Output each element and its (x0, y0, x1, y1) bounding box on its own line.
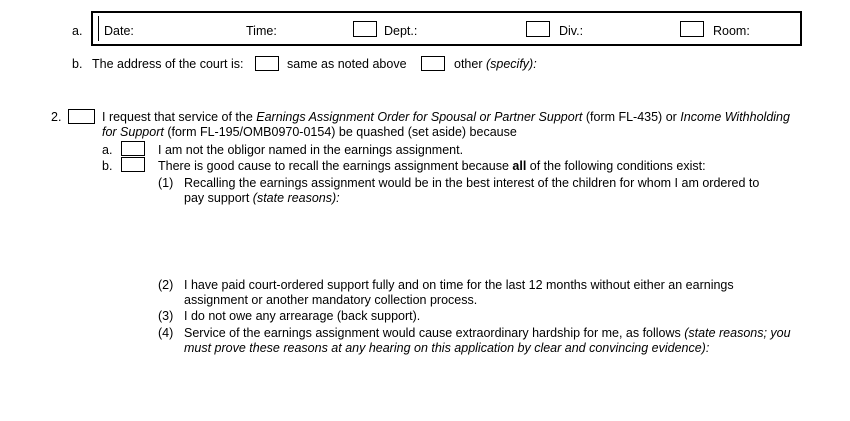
condition-2-line1: I have paid court-ordered support fully and on time for the last 12 months without either an earnings (184, 278, 734, 292)
item-2b-checkbox[interactable] (121, 157, 145, 172)
condition-2-line2: assignment or another mandatory collection process. (184, 293, 478, 307)
condition-1-number: (1) (158, 176, 174, 190)
hearing-box-divider (98, 16, 99, 41)
item-2a-letter: a. (102, 143, 113, 157)
item-2-request-line1: I request that service of the Earnings Assignment Order for Spousal or Partner Support (form FL-435) or Income Withholding (102, 110, 790, 124)
other-address-label: other (specify): (454, 57, 537, 71)
div-label: Div.: (559, 24, 584, 38)
item-b-letter: b. (72, 57, 83, 71)
item-2-number: 2. (51, 110, 62, 124)
court-address-label: The address of the court is: (92, 57, 244, 71)
dept-checkbox[interactable] (353, 21, 377, 37)
room-checkbox[interactable] (680, 21, 704, 37)
time-label: Time: (246, 24, 277, 38)
condition-4-line1: Service of the earnings assignment would cause extraordinary hardship for me, as follows (state reasons; you (184, 326, 791, 340)
condition-3-number: (3) (158, 309, 174, 323)
same-as-above-label: same as noted above (287, 57, 407, 71)
item-a-letter: a. (72, 24, 83, 38)
item-2b-letter: b. (102, 159, 113, 173)
date-label: Date: (104, 24, 134, 38)
item-2a-checkbox[interactable] (121, 141, 145, 156)
condition-4-number: (4) (158, 326, 174, 340)
same-as-above-checkbox[interactable] (255, 56, 279, 71)
other-address-checkbox[interactable] (421, 56, 445, 71)
item-2b-text: There is good cause to recall the earnings assignment because all of the following conditions exist: (158, 159, 706, 173)
condition-3-text: I do not owe any arrearage (back support). (184, 309, 421, 323)
condition-1-line1: Recalling the earnings assignment would be in the best interest of the children for whom I am ordered to (184, 176, 760, 190)
item-2-checkbox[interactable] (68, 109, 95, 124)
item-2-request-line2: for Support (form FL-195/OMB0970-0154) be quashed (set aside) because (102, 125, 517, 139)
div-checkbox[interactable] (526, 21, 550, 37)
condition-2-number: (2) (158, 278, 174, 292)
dept-label: Dept.: (384, 24, 418, 38)
room-label: Room: (713, 24, 750, 38)
condition-1-line2: pay support (state reasons): (184, 191, 340, 205)
condition-4-line2: must prove these reasons at any hearing on this application by clear and convincing evidence): (184, 341, 710, 355)
item-2a-text: I am not the obligor named in the earnings assignment. (158, 143, 464, 157)
